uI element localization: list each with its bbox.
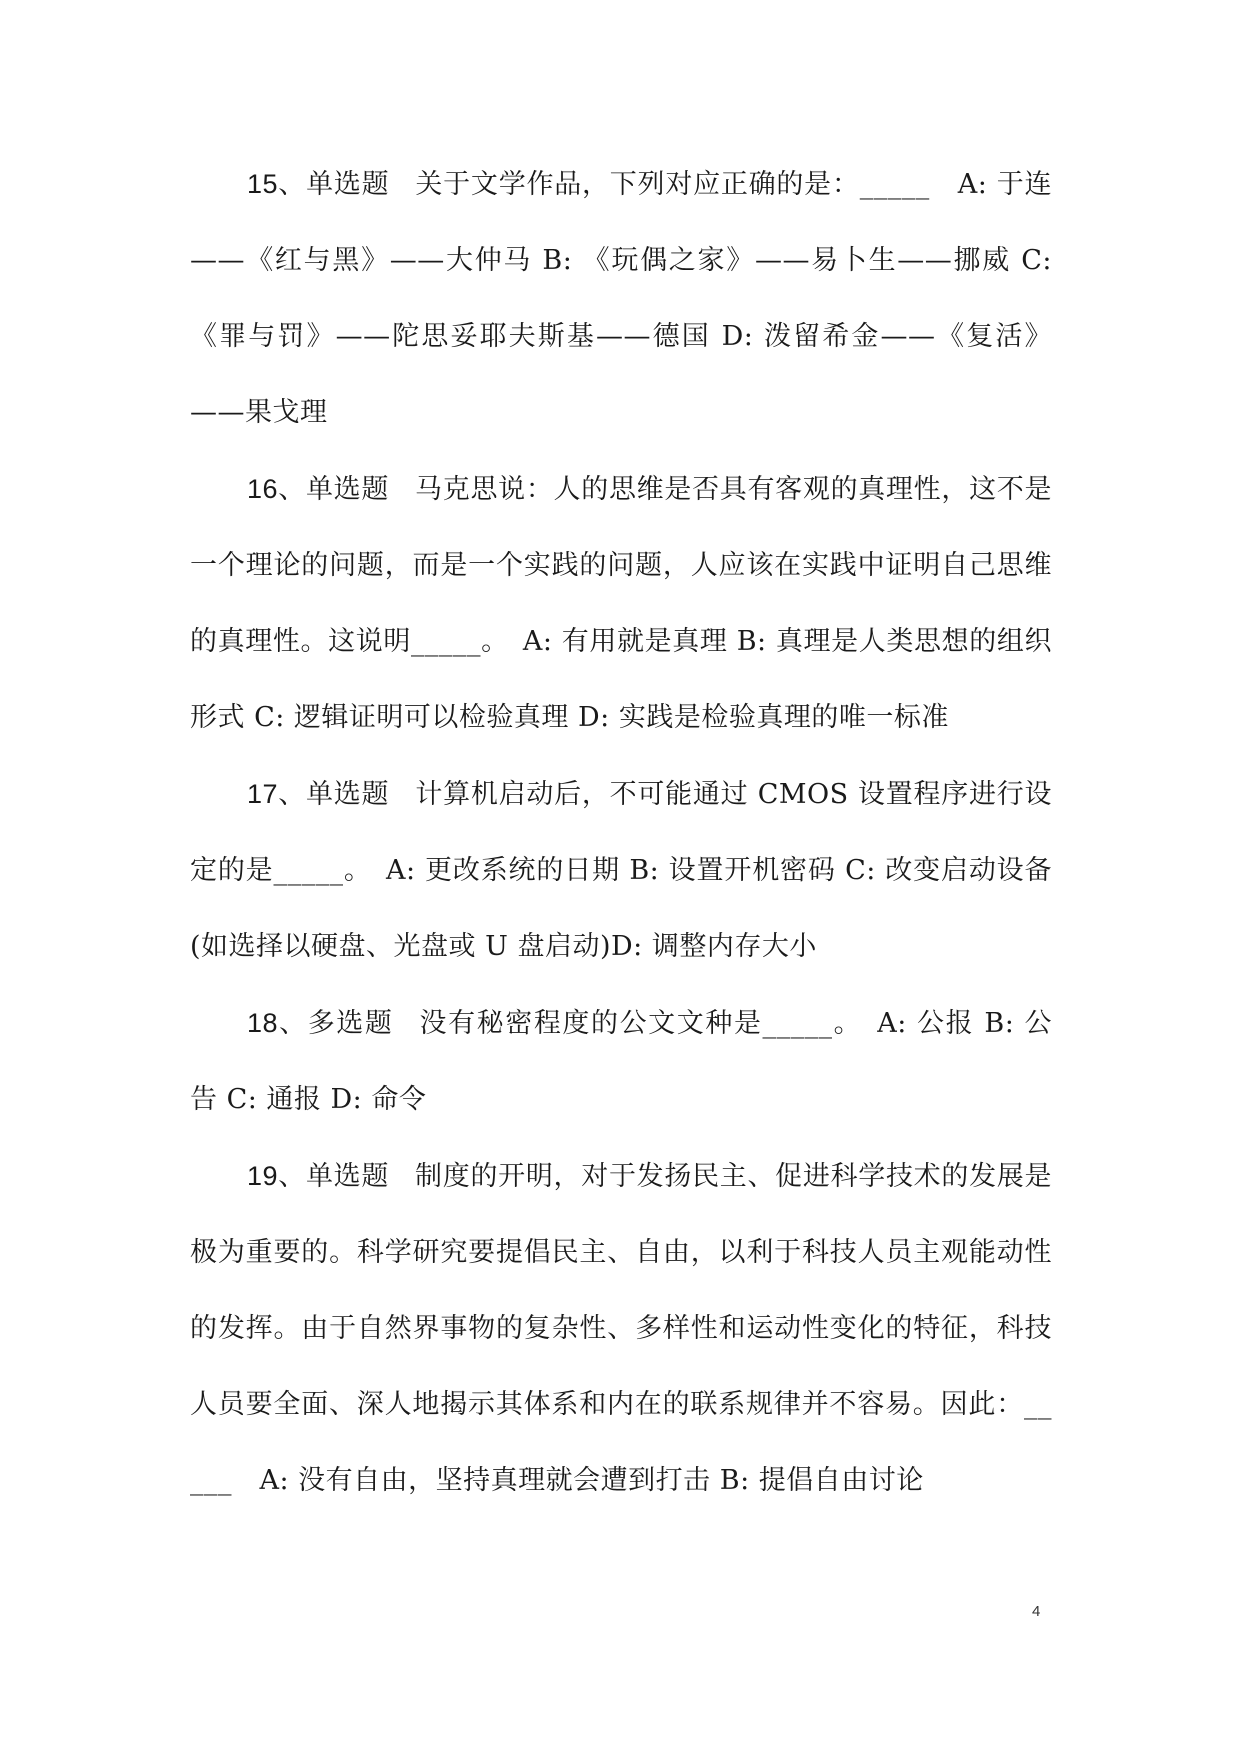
question-type: 单选题 xyxy=(305,474,390,505)
question-number: 19、 xyxy=(247,1161,306,1191)
document-body xyxy=(190,146,1052,1519)
question-15 xyxy=(190,146,1052,451)
question-number: 15、 xyxy=(247,169,307,199)
question-16 xyxy=(190,451,1052,756)
question-text: 计算机启动后，不可能通过 CMOS 设置程序进行设定的是_____。 A: 更改系统的日期 B: 设置开机密码 C: 改变启动设备(如选择以硬盘、光盘或 U 盘启动)D: 调整内存大小 xyxy=(190,779,1052,962)
question-type: 单选题 xyxy=(306,779,390,810)
question-17 xyxy=(190,756,1052,985)
question-type: 单选题 xyxy=(305,1161,390,1192)
question-type: 单选题 xyxy=(306,169,390,200)
question-number: 17、 xyxy=(247,779,307,809)
page-number: 4 xyxy=(1032,1603,1041,1620)
question-text: 马克思说：人的思维是否具有客观的真理性，这不是一个理论的问题，而是一个实践的问题，人应该在实践中证明自己思维的真理性。这说明_____。 A: 有用就是真理 B: 真理是人类思想的组织形式 C: 逻辑证明可以检验真理 D: 实践是检验真理的唯一标准 xyxy=(190,474,1052,733)
question-text: 关于文学作品，下列对应正确的是：_____ A: 于连——《红与黑》——大仲马 B: 《玩偶之家》——易卜生——挪威 C: 《罪与罚》——陀思妥耶夫斯基——德国 D: 泼留希金——《复活》——果戈理 xyxy=(190,169,1052,428)
question-18 xyxy=(190,985,1052,1138)
question-type: 多选题 xyxy=(307,1008,394,1039)
question-text: 没有秘密程度的公文文种是_____。 A: 公报 B: 公告 C: 通报 D: 命令 xyxy=(190,1008,1053,1115)
question-number: 18、 xyxy=(247,1008,308,1038)
question-text: 制度的开明，对于发扬民主、促进科学技术的发展是极为重要的。科学研究要提倡民主、自由，以利于科技人员主观能动性的发挥。由于自然界事物的复杂性、多样性和运动性变化的特征，科技人员要全面、深人地揭示其体系和内在的联系规律并不容易。因此：_____ A: 没有自由，坚持真理就会遭到打击 B: 提倡自由讨论 xyxy=(190,1161,1052,1496)
question-19 xyxy=(190,1138,1052,1519)
question-number: 16、 xyxy=(247,474,306,504)
